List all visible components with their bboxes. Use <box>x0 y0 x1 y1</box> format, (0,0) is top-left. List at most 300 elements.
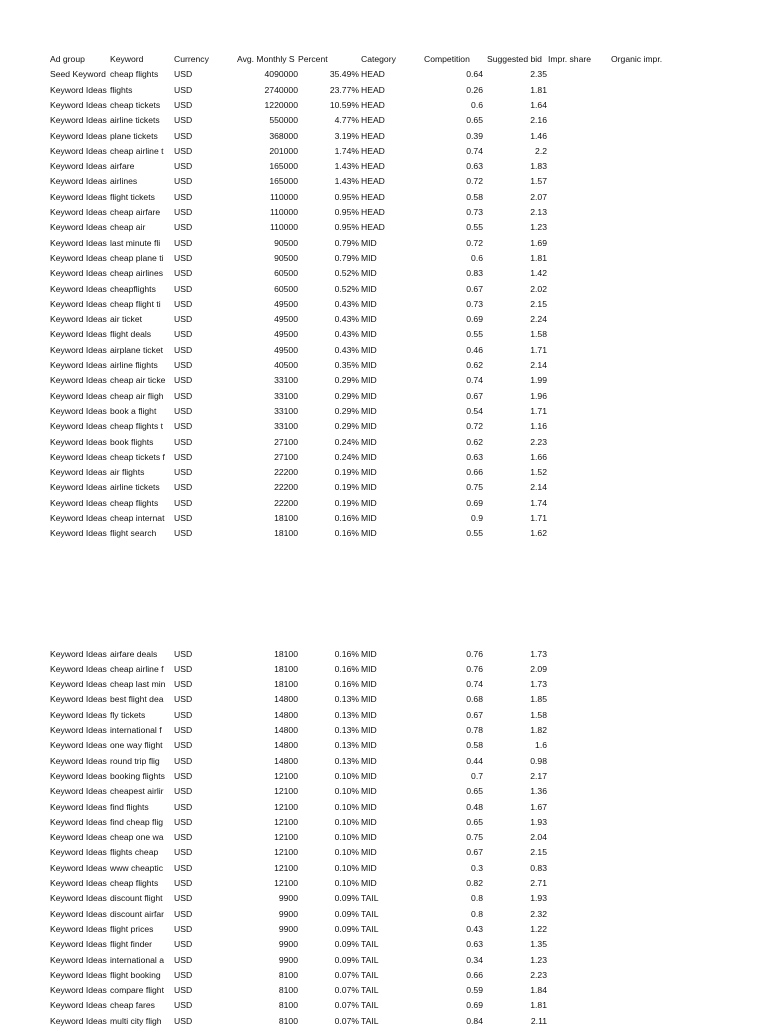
cell-category: MID <box>361 375 377 386</box>
cell-keyword: flight finder <box>110 939 153 950</box>
cell-percent: 0.29% <box>334 375 359 386</box>
cell-currency: USD <box>174 923 193 934</box>
cell-suggested-bid: 2.04 <box>530 832 547 843</box>
cell-competition: 0.72 <box>466 176 483 187</box>
cell-category: MID <box>361 862 377 873</box>
cell-suggested-bid: 1.16 <box>530 421 547 432</box>
cell-avg-monthly: 368000 <box>269 130 298 141</box>
cell-currency: USD <box>174 344 193 355</box>
header-keyword: Keyword <box>110 54 144 64</box>
cell-competition: 0.62 <box>466 436 483 447</box>
cell-avg-monthly: 9900 <box>278 893 298 904</box>
cell-competition: 0.78 <box>466 725 483 735</box>
cell-percent: 0.07% <box>334 969 359 980</box>
cell-ad-group: Keyword Ideas <box>50 513 107 523</box>
cell-percent: 3.19% <box>334 130 359 141</box>
cell-currency: USD <box>174 99 193 110</box>
cell-category: TAIL <box>361 923 379 934</box>
cell-category: TAIL <box>361 969 379 980</box>
cell-percent: 0.13% <box>334 740 359 751</box>
cell-avg-monthly: 22200 <box>274 482 298 493</box>
cell-competition: 0.8 <box>471 893 483 904</box>
cell-category: MID <box>361 329 377 340</box>
cell-competition: 0.44 <box>466 755 483 766</box>
table-row <box>0 907 768 922</box>
table-row <box>0 983 768 998</box>
cell-ad-group: Keyword Ideas <box>50 360 107 370</box>
table-row <box>0 67 768 82</box>
cell-suggested-bid: 1.71 <box>530 344 547 355</box>
cell-competition: 0.76 <box>466 648 483 659</box>
cell-percent: 0.09% <box>334 893 359 904</box>
cell-avg-monthly: 9900 <box>278 923 298 934</box>
cell-suggested-bid: 1.67 <box>530 801 547 812</box>
cell-ad-group: Keyword Ideas <box>50 84 107 95</box>
cell-suggested-bid: 2.71 <box>530 878 547 888</box>
cell-category: HEAD <box>361 161 385 172</box>
cell-keyword: cheap airlines <box>110 268 164 279</box>
cell-category: HEAD <box>361 176 385 187</box>
cell-suggested-bid: 2.17 <box>530 770 547 781</box>
cell-percent: 0.10% <box>334 862 359 873</box>
cell-avg-monthly: 18100 <box>274 513 298 523</box>
cell-currency: USD <box>174 467 193 478</box>
cell-category: TAIL <box>361 1000 379 1011</box>
table-row <box>0 312 768 327</box>
cell-ad-group: Keyword Ideas <box>50 923 107 934</box>
cell-suggested-bid: 2.13 <box>530 207 547 217</box>
cell-avg-monthly: 14800 <box>274 694 298 705</box>
cell-percent: 0.09% <box>334 923 359 934</box>
cell-competition: 0.65 <box>466 115 483 126</box>
cell-avg-monthly: 49500 <box>274 329 298 340</box>
cell-avg-monthly: 33100 <box>274 405 298 416</box>
cell-category: MID <box>361 740 377 751</box>
table-row <box>0 113 768 128</box>
cell-keyword: cheap one wa <box>110 832 164 843</box>
cell-category: MID <box>361 252 377 263</box>
cell-avg-monthly: 27100 <box>274 451 298 462</box>
cell-keyword: discount airfar <box>110 908 164 919</box>
cell-avg-monthly: 90500 <box>274 252 298 263</box>
cell-avg-monthly: 12100 <box>274 847 298 858</box>
cell-competition: 0.83 <box>466 268 483 279</box>
cell-percent: 0.16% <box>334 679 359 690</box>
cell-ad-group: Keyword Ideas <box>50 451 107 462</box>
table-row <box>0 327 768 342</box>
cell-ad-group: Keyword Ideas <box>50 344 107 355</box>
cell-category: MID <box>361 283 377 294</box>
cell-category: HEAD <box>361 69 385 80</box>
cell-suggested-bid: 2.09 <box>530 663 547 674</box>
cell-avg-monthly: 12100 <box>274 770 298 781</box>
cell-keyword: round trip flig <box>110 755 160 766</box>
cell-avg-monthly: 49500 <box>274 344 298 355</box>
cell-ad-group: Keyword Ideas <box>50 390 107 401</box>
cell-suggested-bid: 0.83 <box>530 862 547 873</box>
cell-competition: 0.74 <box>466 375 483 386</box>
cell-suggested-bid: 2.2 <box>535 145 547 156</box>
cell-ad-group: Keyword Ideas <box>50 908 107 919</box>
table-row <box>0 251 768 266</box>
cell-currency: USD <box>174 847 193 858</box>
cell-category: MID <box>361 451 377 462</box>
cell-category: MID <box>361 482 377 493</box>
cell-currency: USD <box>174 161 193 172</box>
cell-competition: 0.7 <box>471 770 483 781</box>
cell-competition: 0.6 <box>471 252 483 263</box>
cell-avg-monthly: 165000 <box>269 176 298 187</box>
header-avg-monthly: Avg. Monthly S <box>237 54 295 64</box>
cell-avg-monthly: 27100 <box>274 436 298 447</box>
cell-category: MID <box>361 497 377 508</box>
cell-keyword: cheap last min <box>110 679 166 690</box>
cell-category: MID <box>361 436 377 447</box>
cell-currency: USD <box>174 191 193 202</box>
cell-percent: 0.19% <box>334 497 359 508</box>
cell-avg-monthly: 12100 <box>274 862 298 873</box>
cell-competition: 0.64 <box>466 69 483 80</box>
cell-avg-monthly: 110000 <box>269 222 298 233</box>
cell-currency: USD <box>174 84 193 95</box>
table-row <box>0 754 768 769</box>
cell-suggested-bid: 2.14 <box>530 360 547 370</box>
cell-percent: 0.19% <box>334 467 359 478</box>
cell-category: MID <box>361 679 377 690</box>
table-row <box>0 496 768 511</box>
cell-avg-monthly: 550000 <box>269 115 298 126</box>
cell-suggested-bid: 1.73 <box>530 679 547 690</box>
cell-currency: USD <box>174 786 193 797</box>
cell-suggested-bid: 1.22 <box>530 923 547 934</box>
cell-ad-group: Keyword Ideas <box>50 648 107 659</box>
cell-competition: 0.72 <box>466 421 483 432</box>
cell-suggested-bid: 1.71 <box>530 513 547 523</box>
cell-category: HEAD <box>361 145 385 156</box>
cell-ad-group: Keyword Ideas <box>50 161 107 172</box>
cell-currency: USD <box>174 390 193 401</box>
cell-keyword: airplane ticket <box>110 344 164 355</box>
cell-currency: USD <box>174 832 193 843</box>
cell-avg-monthly: 18100 <box>274 648 298 659</box>
cell-keyword: cheap fares <box>110 1000 155 1011</box>
cell-currency: USD <box>174 176 193 187</box>
cell-keyword: cheap airline t <box>110 145 164 156</box>
cell-keyword: www cheaptic <box>110 862 164 873</box>
cell-currency: USD <box>174 298 193 309</box>
cell-percent: 0.10% <box>334 770 359 781</box>
table-row <box>0 1014 768 1029</box>
cell-keyword: airfare deals <box>110 648 158 659</box>
cell-competition: 0.67 <box>466 283 483 294</box>
cell-percent: 0.43% <box>334 329 359 340</box>
cell-competition: 0.66 <box>466 467 483 478</box>
cell-suggested-bid: 1.62 <box>530 528 547 539</box>
cell-suggested-bid: 1.82 <box>530 725 547 735</box>
table-row <box>0 647 768 662</box>
cell-percent: 0.52% <box>334 283 359 294</box>
cell-ad-group: Keyword Ideas <box>50 222 107 233</box>
cell-keyword: fly tickets <box>110 709 146 720</box>
cell-avg-monthly: 60500 <box>274 268 298 279</box>
cell-percent: 35.49% <box>329 69 359 80</box>
cell-keyword: flights cheap <box>110 847 159 858</box>
cell-percent: 0.16% <box>334 648 359 659</box>
cell-currency: USD <box>174 69 193 80</box>
cell-ad-group: Keyword Ideas <box>50 1015 107 1026</box>
cell-ad-group: Keyword Ideas <box>50 679 107 690</box>
cell-suggested-bid: 2.07 <box>530 191 547 202</box>
cell-percent: 0.95% <box>334 191 359 202</box>
table-row <box>0 526 768 541</box>
table-row <box>0 968 768 983</box>
cell-avg-monthly: 40500 <box>274 360 298 370</box>
cell-currency: USD <box>174 939 193 950</box>
cell-suggested-bid: 2.23 <box>530 436 547 447</box>
cell-keyword: book a flight <box>110 405 157 416</box>
cell-category: HEAD <box>361 130 385 141</box>
cell-competition: 0.67 <box>466 709 483 720</box>
cell-avg-monthly: 4090000 <box>264 69 298 80</box>
cell-ad-group: Keyword Ideas <box>50 663 107 674</box>
cell-category: HEAD <box>361 99 385 110</box>
table-row <box>0 922 768 937</box>
cell-currency: USD <box>174 755 193 766</box>
cell-percent: 0.07% <box>334 1000 359 1011</box>
cell-category: HEAD <box>361 207 385 217</box>
header-currency: Currency <box>174 54 209 64</box>
cell-competition: 0.82 <box>466 878 483 888</box>
cell-competition: 0.26 <box>466 84 483 95</box>
table-row <box>0 174 768 189</box>
cell-ad-group: Seed Keyword <box>50 69 106 80</box>
cell-suggested-bid: 1.58 <box>530 709 547 720</box>
table-row <box>0 953 768 968</box>
cell-percent: 0.79% <box>334 252 359 263</box>
cell-category: MID <box>361 755 377 766</box>
cell-percent: 1.74% <box>334 145 359 156</box>
cell-currency: USD <box>174 725 193 735</box>
cell-keyword: airline tickets <box>110 115 160 126</box>
cell-ad-group: Keyword Ideas <box>50 878 107 888</box>
cell-category: MID <box>361 237 377 248</box>
cell-category: TAIL <box>361 1015 379 1026</box>
cell-percent: 0.16% <box>334 663 359 674</box>
cell-currency: USD <box>174 314 193 325</box>
cell-competition: 0.68 <box>466 694 483 705</box>
cell-competition: 0.84 <box>466 1015 483 1026</box>
cell-category: MID <box>361 528 377 539</box>
cell-suggested-bid: 1.6 <box>535 740 547 751</box>
cell-category: HEAD <box>361 222 385 233</box>
cell-ad-group: Keyword Ideas <box>50 375 107 386</box>
cell-keyword: cheapflights <box>110 283 156 294</box>
cell-ad-group: Keyword Ideas <box>50 298 107 309</box>
cell-category: MID <box>361 663 377 674</box>
cell-percent: 0.07% <box>334 985 359 996</box>
cell-percent: 23.77% <box>329 84 359 95</box>
cell-percent: 0.29% <box>334 405 359 416</box>
table-row <box>0 723 768 738</box>
header-organic-impr: Organic impr. <box>611 54 663 64</box>
cell-avg-monthly: 12100 <box>274 801 298 812</box>
cell-category: TAIL <box>361 985 379 996</box>
cell-currency: USD <box>174 679 193 690</box>
cell-competition: 0.74 <box>466 145 483 156</box>
cell-avg-monthly: 33100 <box>274 375 298 386</box>
cell-ad-group: Keyword Ideas <box>50 314 107 325</box>
cell-percent: 0.10% <box>334 786 359 797</box>
cell-ad-group: Keyword Ideas <box>50 709 107 720</box>
cell-competition: 0.55 <box>466 329 483 340</box>
cell-category: MID <box>361 360 377 370</box>
cell-ad-group: Keyword Ideas <box>50 405 107 416</box>
cell-avg-monthly: 9900 <box>278 954 298 965</box>
cell-suggested-bid: 1.93 <box>530 816 547 827</box>
cell-avg-monthly: 33100 <box>274 421 298 432</box>
cell-currency: USD <box>174 482 193 493</box>
cell-keyword: cheap flights <box>110 878 159 888</box>
cell-keyword: air flights <box>110 467 145 478</box>
cell-suggested-bid: 2.35 <box>530 69 547 80</box>
cell-competition: 0.75 <box>466 482 483 493</box>
cell-keyword: cheap air ticke <box>110 375 166 386</box>
cell-keyword: airline flights <box>110 360 158 370</box>
cell-keyword: cheap air fligh <box>110 390 164 401</box>
cell-percent: 0.29% <box>334 421 359 432</box>
cell-keyword: flights <box>110 84 133 95</box>
cell-suggested-bid: 1.66 <box>530 451 547 462</box>
table-row <box>0 144 768 159</box>
cell-ad-group: Keyword Ideas <box>50 694 107 705</box>
table-row <box>0 297 768 312</box>
table-row <box>0 129 768 144</box>
cell-ad-group: Keyword Ideas <box>50 99 107 110</box>
cell-currency: USD <box>174 222 193 233</box>
cell-avg-monthly: 14800 <box>274 755 298 766</box>
cell-keyword: airline tickets <box>110 482 160 493</box>
cell-competition: 0.67 <box>466 847 483 858</box>
cell-suggested-bid: 1.69 <box>530 237 547 248</box>
cell-percent: 0.79% <box>334 237 359 248</box>
table-row <box>0 800 768 815</box>
table-row <box>0 480 768 495</box>
cell-category: MID <box>361 801 377 812</box>
cell-keyword: cheap flights <box>110 69 159 80</box>
cell-ad-group: Keyword Ideas <box>50 801 107 812</box>
table-row <box>0 83 768 98</box>
cell-currency: USD <box>174 816 193 827</box>
table-row <box>0 343 768 358</box>
cell-currency: USD <box>174 862 193 873</box>
cell-suggested-bid: 1.46 <box>530 130 547 141</box>
cell-percent: 0.07% <box>334 1015 359 1026</box>
cell-avg-monthly: 14800 <box>274 725 298 735</box>
cell-keyword: plane tickets <box>110 130 158 141</box>
cell-suggested-bid: 2.15 <box>530 847 547 858</box>
table-row <box>0 450 768 465</box>
cell-currency: USD <box>174 1000 193 1011</box>
table-row <box>0 830 768 845</box>
cell-ad-group: Keyword Ideas <box>50 755 107 766</box>
cell-avg-monthly: 90500 <box>274 237 298 248</box>
cell-ad-group: Keyword Ideas <box>50 939 107 950</box>
cell-suggested-bid: 2.02 <box>530 283 547 294</box>
cell-avg-monthly: 12100 <box>274 878 298 888</box>
table-row <box>0 373 768 388</box>
cell-suggested-bid: 1.23 <box>530 954 547 965</box>
cell-currency: USD <box>174 451 193 462</box>
cell-category: MID <box>361 344 377 355</box>
cell-category: MID <box>361 421 377 432</box>
cell-currency: USD <box>174 709 193 720</box>
cell-currency: USD <box>174 694 193 705</box>
cell-competition: 0.59 <box>466 985 483 996</box>
cell-keyword: flight search <box>110 528 157 539</box>
cell-competition: 0.65 <box>466 786 483 797</box>
header-percent: Percent <box>298 54 328 64</box>
cell-keyword: best flight dea <box>110 694 164 705</box>
cell-suggested-bid: 1.23 <box>530 222 547 233</box>
cell-percent: 0.29% <box>334 390 359 401</box>
cell-percent: 0.13% <box>334 694 359 705</box>
cell-percent: 0.95% <box>334 222 359 233</box>
cell-keyword: cheap flights t <box>110 421 164 432</box>
cell-avg-monthly: 12100 <box>274 816 298 827</box>
cell-competition: 0.62 <box>466 360 483 370</box>
cell-competition: 0.6 <box>471 99 483 110</box>
cell-category: MID <box>361 467 377 478</box>
cell-category: TAIL <box>361 939 379 950</box>
table-row <box>0 876 768 891</box>
cell-avg-monthly: 9900 <box>278 939 298 950</box>
cell-ad-group: Keyword Ideas <box>50 237 107 248</box>
cell-percent: 0.10% <box>334 801 359 812</box>
cell-ad-group: Keyword Ideas <box>50 969 107 980</box>
cell-currency: USD <box>174 207 193 217</box>
table-row <box>0 404 768 419</box>
cell-percent: 0.19% <box>334 482 359 493</box>
cell-percent: 0.24% <box>334 436 359 447</box>
cell-percent: 0.10% <box>334 816 359 827</box>
cell-category: MID <box>361 878 377 888</box>
cell-percent: 0.13% <box>334 709 359 720</box>
cell-percent: 0.09% <box>334 908 359 919</box>
cell-avg-monthly: 12100 <box>274 832 298 843</box>
cell-competition: 0.69 <box>466 1000 483 1011</box>
cell-competition: 0.75 <box>466 832 483 843</box>
cell-suggested-bid: 1.42 <box>530 268 547 279</box>
cell-ad-group: Keyword Ideas <box>50 1000 107 1011</box>
cell-suggested-bid: 1.35 <box>530 939 547 950</box>
cell-ad-group: Keyword Ideas <box>50 740 107 751</box>
cell-avg-monthly: 14800 <box>274 740 298 751</box>
cell-keyword: cheap internat <box>110 513 165 523</box>
cell-keyword: book flights <box>110 436 154 447</box>
cell-percent: 0.16% <box>334 528 359 539</box>
cell-competition: 0.73 <box>466 298 483 309</box>
cell-suggested-bid: 1.93 <box>530 893 547 904</box>
cell-category: HEAD <box>361 191 385 202</box>
table-row <box>0 511 768 526</box>
cell-category: TAIL <box>361 893 379 904</box>
cell-suggested-bid: 1.71 <box>530 405 547 416</box>
table-row <box>0 998 768 1013</box>
cell-ad-group: Keyword Ideas <box>50 893 107 904</box>
cell-suggested-bid: 1.83 <box>530 161 547 172</box>
cell-suggested-bid: 1.84 <box>530 985 547 996</box>
cell-ad-group: Keyword Ideas <box>50 497 107 508</box>
